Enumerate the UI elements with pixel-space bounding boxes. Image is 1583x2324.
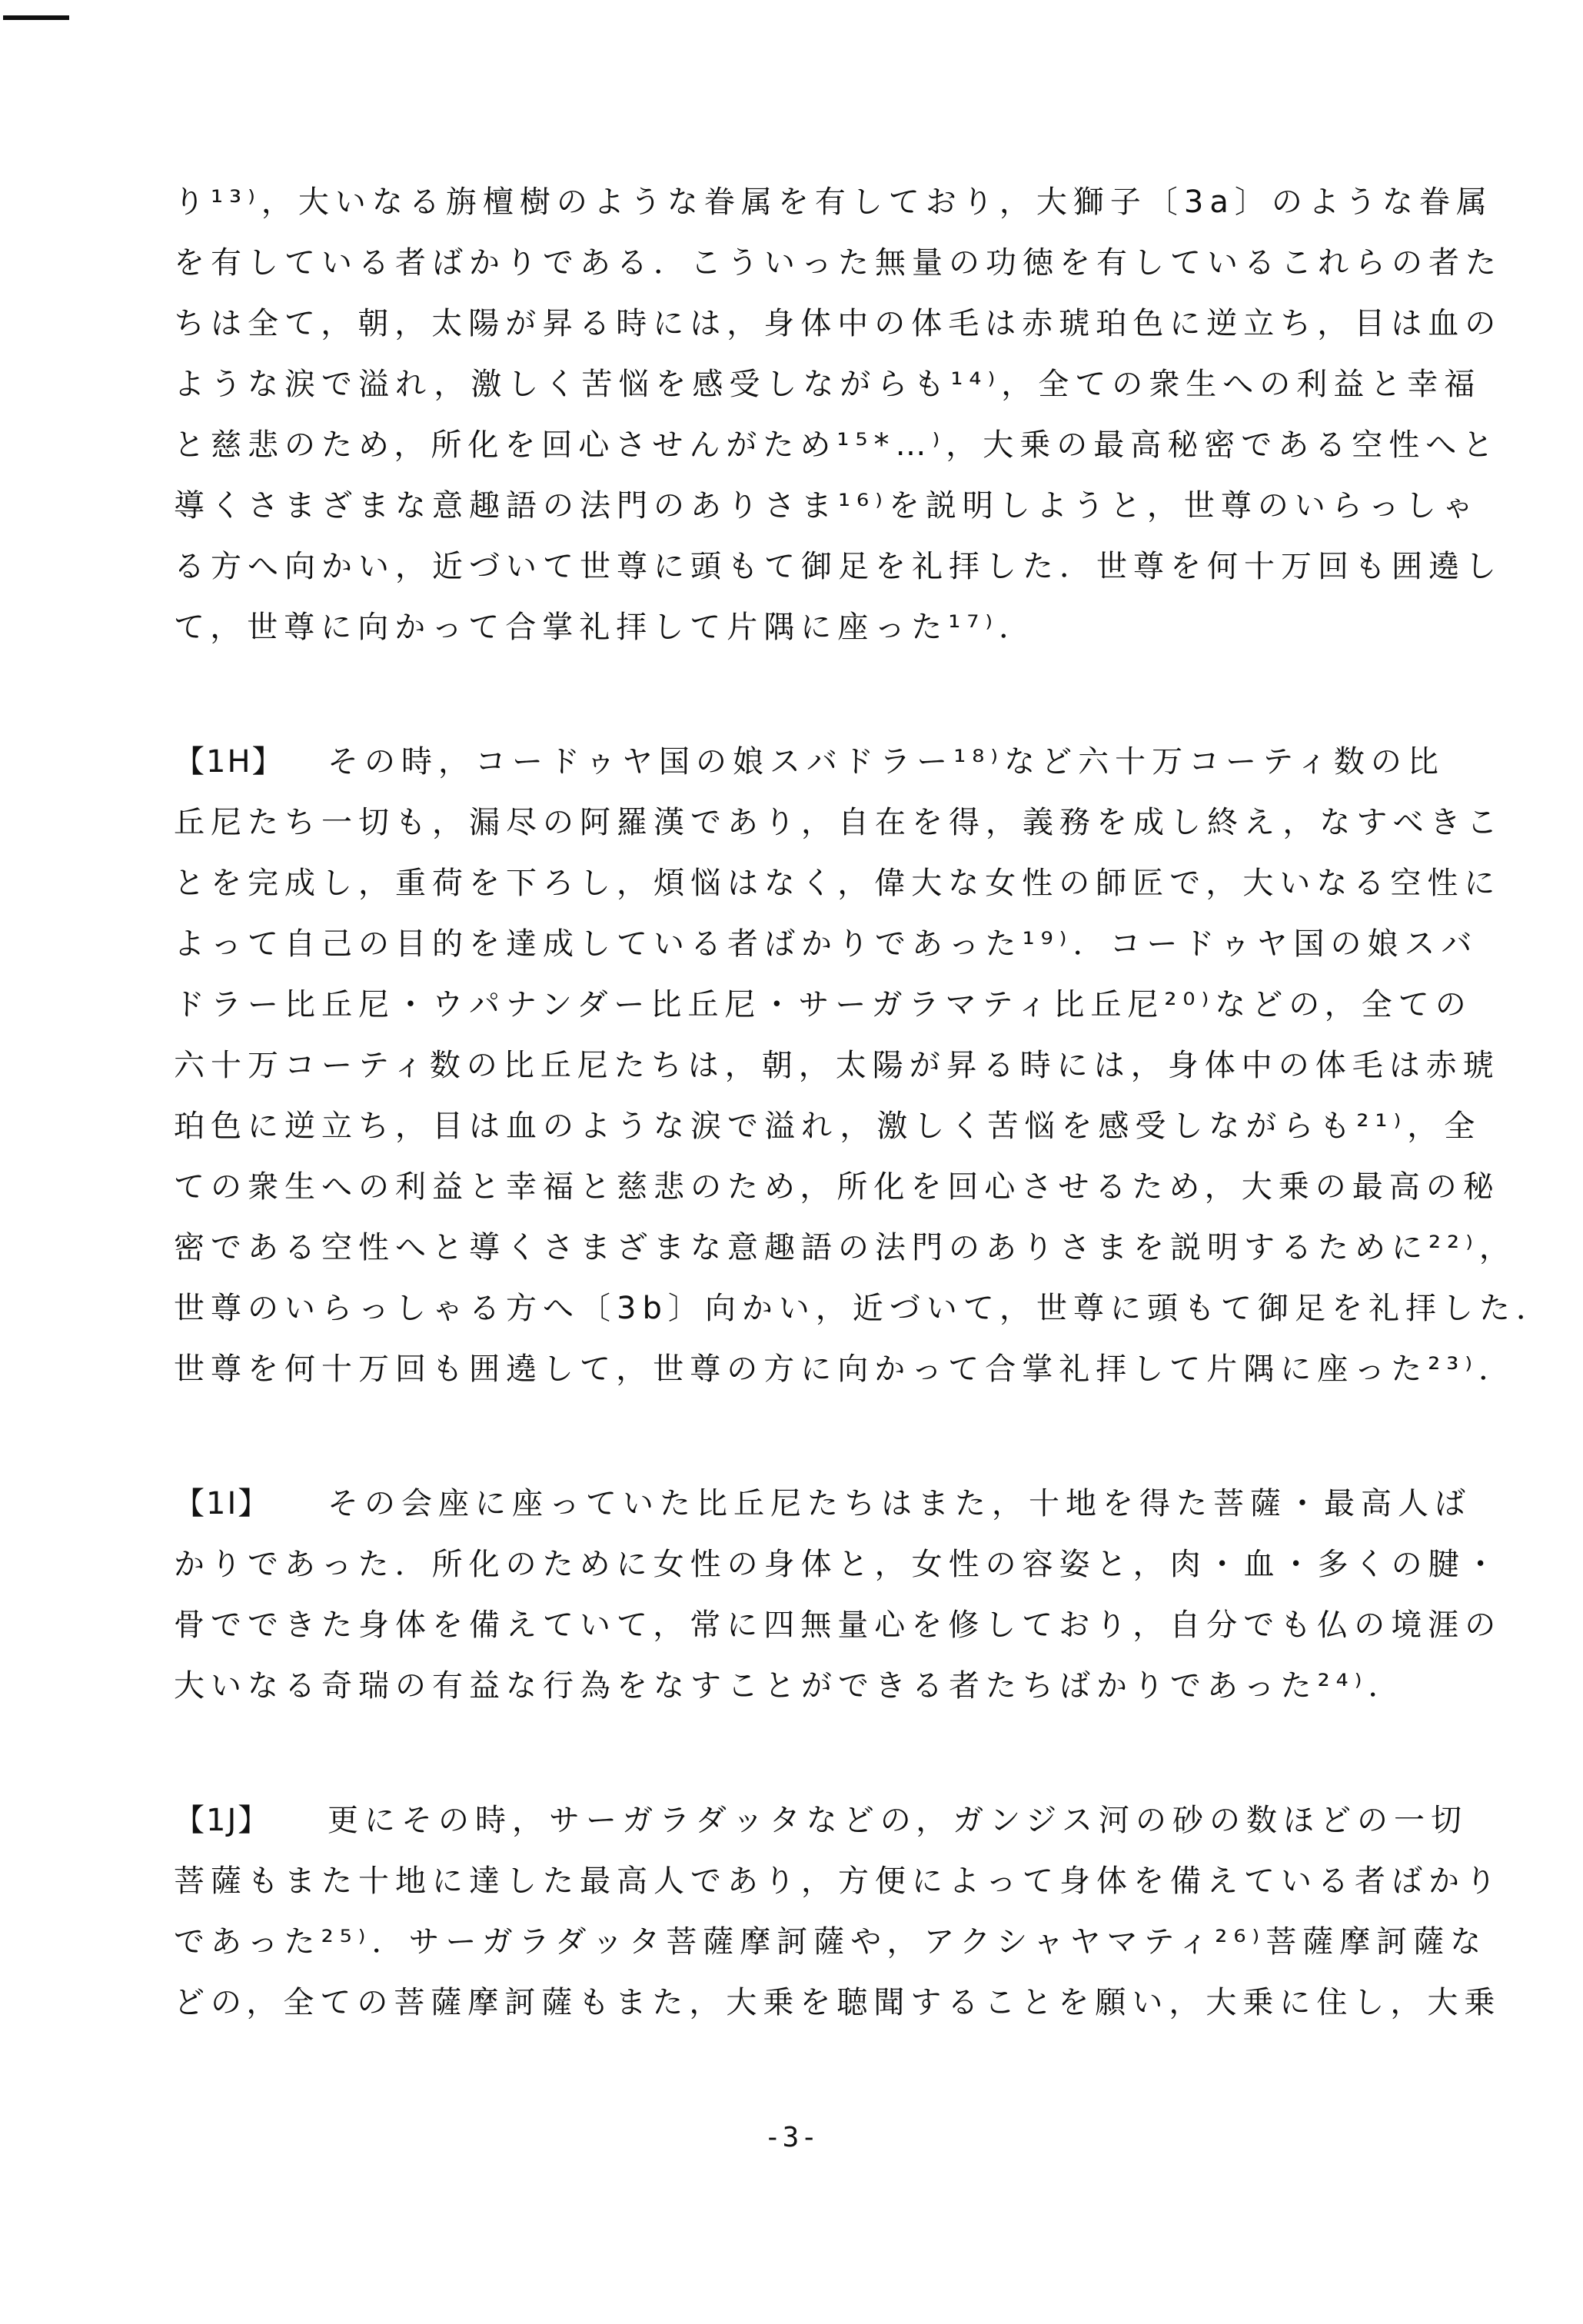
text-line: り¹³⁾，大いなる旃檀樹のような眷属を有しており，大獅子〔3a〕のような眷属 xyxy=(174,185,1493,220)
paragraph-1h xyxy=(174,732,1554,1400)
corner-mark xyxy=(3,15,69,20)
text-line: 骨でできた身体を備えていて，常に四無量心を修しており，自分でも仏の境涯の xyxy=(174,1608,1502,1643)
text-line: かりであった．所化のために女性の身体と，女性の容姿と，肉・血・多くの腱・ xyxy=(174,1547,1502,1582)
paragraph-gap xyxy=(174,1400,1419,1474)
text-line: 大いなる奇瑞の有益な行為をなすことができる者たちばかりであった²⁴⁾． xyxy=(174,1668,1405,1704)
text-line: て，世尊に向かって合掌礼拝して片隅に座った¹⁷⁾． xyxy=(174,610,1036,645)
text-line xyxy=(174,1474,1472,1534)
paragraph-1j xyxy=(174,1790,1502,2033)
paragraph-gap xyxy=(174,658,1419,732)
text-line: 菩薩もまた十地に達した最高人であり，方便によって身体を備えている者ばかり xyxy=(174,1864,1502,1899)
text-line-body: 更にその時，サーガラダッタなどの，ガンジス河の砂の数ほどの一切 xyxy=(328,1803,1468,1838)
text-line: 密である空性へと導くさまざまな意趣語の法門のありさまを説明するために²²⁾， xyxy=(174,1230,1516,1265)
page-body xyxy=(174,172,1554,2033)
text-line: ちは全て，朝，太陽が昇る時には，身体中の体毛は赤琥珀色に逆立ち，目は血の xyxy=(174,306,1502,341)
text-line: ドラー比丘尼・ウパナンダー比丘尼・サーガラマティ比丘尼²⁰⁾などの，全ての xyxy=(174,987,1472,1022)
text-line: 世尊を何十万回も囲遶して，世尊の方に向かって合掌礼拝して片隅に座った²³⁾． xyxy=(174,1352,1516,1387)
text-line: ての衆生への利益と幸福と慈悲のため，所化を回心させるため，大乗の最高の秘 xyxy=(174,1169,1500,1205)
text-line: 珀色に逆立ち，目は血のような涙で溢れ，激しく苦悩を感受しながらも²¹⁾，全 xyxy=(174,1109,1482,1144)
text-line: 世尊のいらっしゃる方へ〔3b〕向かい，近づいて，世尊に頭もて御足を礼拝した． xyxy=(174,1291,1554,1326)
text-line xyxy=(174,1790,1468,1851)
text-line xyxy=(174,732,1445,793)
text-line: よって自己の目的を達成している者ばかりであった¹⁹⁾．コードゥヤ国の娘スバ xyxy=(174,926,1478,962)
text-line: とを完成し，重荷を下ろし，煩悩はなく，偉大な女性の師匠で，大いなる空性に xyxy=(174,866,1502,901)
text-line-body: その会座に座っていた比丘尼たちはまた，十地を得た菩薩・最高人ば xyxy=(328,1486,1472,1521)
text-line: 丘尼たち一切も，漏尽の阿羅漢であり，自在を得，義務を成し終え，なすべきこ xyxy=(174,805,1504,840)
paragraph-1i xyxy=(174,1474,1502,1717)
text-line: 導くさまざまな意趣語の法門のありさま¹⁶⁾を説明しようと，世尊のいらっしゃ xyxy=(174,488,1479,524)
text-line: どの，全ての菩薩摩訶薩もまた，大乗を聴聞することを願い，大乗に住し，大乗 xyxy=(174,1985,1502,2020)
text-line-body: その時，コードゥヤ国の娘スバドラー¹⁸⁾など六十万コーティ数の比 xyxy=(328,744,1445,780)
page-number: -3- xyxy=(763,2122,820,2153)
paragraph-continuation xyxy=(174,172,1502,658)
text-line: を有している者ばかりである．こういった無量の功徳を有しているこれらの者た xyxy=(174,245,1502,281)
text-line: と慈悲のため，所化を回心させんがため¹⁵*…⁾，大乗の最高秘密である空性へと xyxy=(174,427,1500,463)
section-label-1j: 【1J】 xyxy=(174,1803,271,1838)
section-label-1h: 【1H】 xyxy=(174,744,284,780)
paragraph-gap xyxy=(174,1717,1419,1790)
section-label-1i: 【1I】 xyxy=(174,1486,271,1521)
text-line: る方へ向かい，近づいて世尊に頭もて御足を礼拝した．世尊を何十万回も囲遶し xyxy=(174,549,1502,584)
text-line: 六十万コーティ数の比丘尼たちは，朝，太陽が昇る時には，身体中の体毛は赤琥 xyxy=(174,1048,1500,1083)
text-line: ような涙で溢れ，激しく苦悩を感受しながらも¹⁴⁾，全ての衆生への利益と幸福 xyxy=(174,367,1482,402)
text-line: であった²⁵⁾．サーガラダッタ菩薩摩訶薩や，アクシャヤマティ²⁶⁾菩薩摩訶薩な xyxy=(174,1924,1488,1960)
